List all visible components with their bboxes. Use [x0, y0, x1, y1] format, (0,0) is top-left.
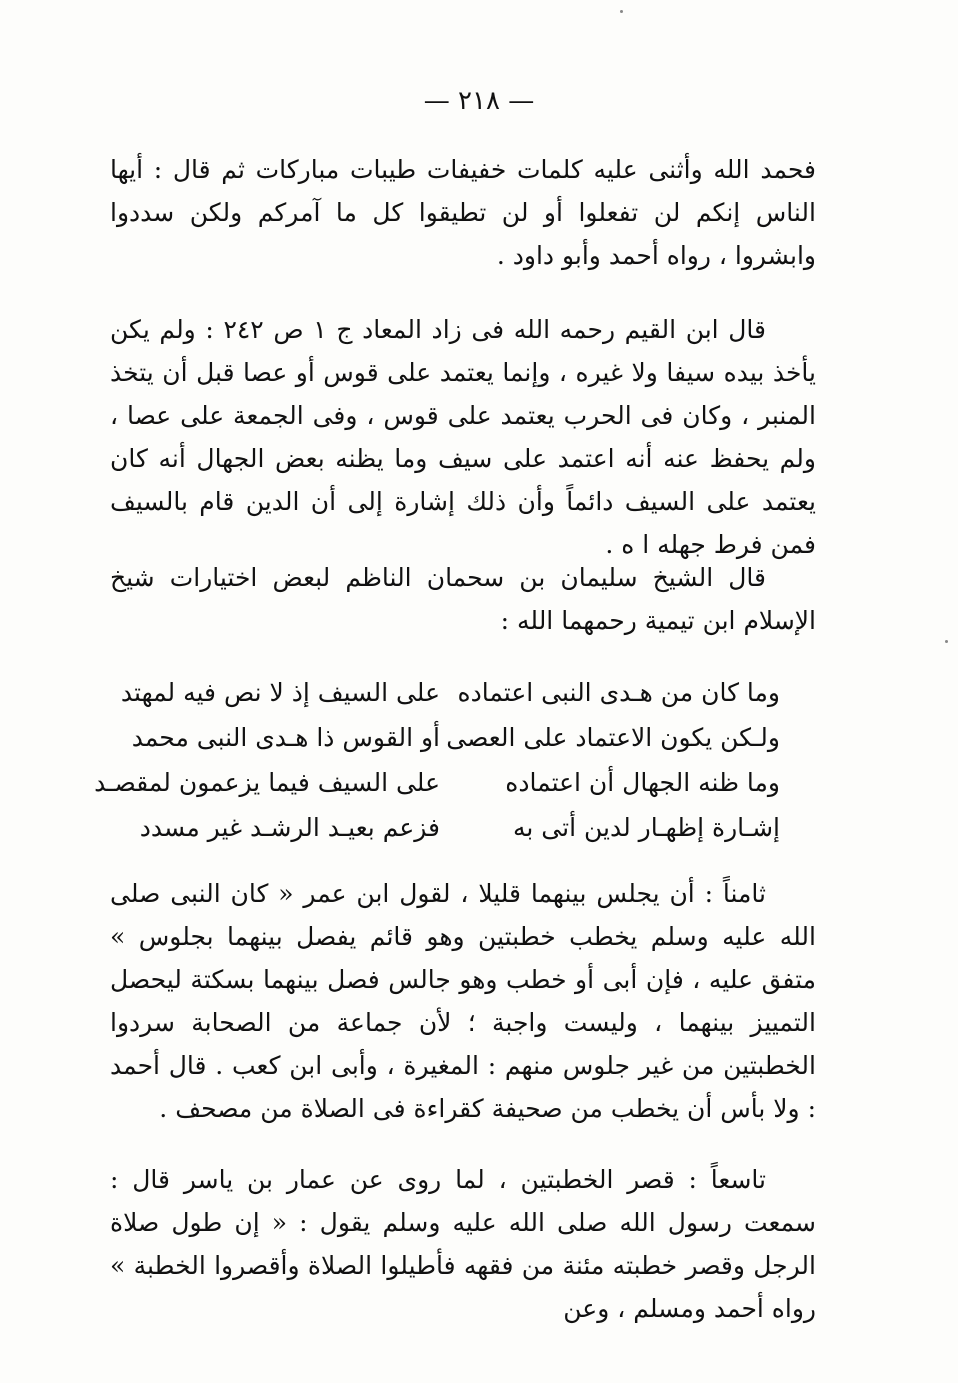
- verse-second-hemistich: فزعم بعيـد الرشـد غير مسدد: [139, 813, 440, 842]
- verse-second-hemistich: على السيف فيما يزعمون لمقصـد: [94, 768, 440, 797]
- paragraph-ibn-qayyim: قال ابن القيم رحمه الله فى زاد المعاد ج ١ ص ٢٤٢ : ولم يكن يأخذ بيده سيفا ولا غيره ، وإنما يعتمد على قوس أو عصا قبل أن يتخذ المنبر ، وكان فى الحرب يعتمد على قوس ، وفى الجمعة على عصا ، ولم يحفظ عنه أنه اعتمد على سيف وما يظنه بعض الجهال أنه كان يعتمد على السيف دائماً وأن ذلك إشارة إلى أن الدين قام بالسيف فمن فرط جهله ا ه .: [110, 315, 816, 559]
- paragraph-hadith-end: فحمد الله وأثنى عليه كلمات خفيفات طيبات مباركات ثم قال : أيها الناس إنكم لن تفعلوا أو لن تطيقوا كل ما آمركم ولكن سددوا وابشروا ، رواه أحمد وأبو داود .: [110, 155, 816, 270]
- verse-first-hemistich: إشـارة إظهـار لدين أتى به: [512, 813, 780, 842]
- poem-verse: [94, 760, 780, 805]
- paragraph-2-block: [110, 308, 816, 566]
- verse-first-hemistich: ولـكن يكون الاعتماد على العصى: [446, 723, 780, 752]
- scan-speck: [620, 10, 623, 13]
- poem-verse: [140, 805, 780, 850]
- page-number: — ٢١٨ —: [423, 86, 535, 116]
- paragraph-poem-intro: قال الشيخ سليمان بن سحمان الناظم لبعض اختيارات شيخ الإسلام ابن تيمية رحمهما الله :: [110, 563, 816, 635]
- verse-second-hemistich: أو القوس ذا هـدى النبى محمد: [131, 723, 440, 752]
- verse-first-hemistich: وما كان من هـدى النبى اعتماده: [457, 678, 780, 707]
- paragraph-eighth: ثامناً : أن يجلس بينهما قليلا ، لقول ابن عمر « كان النبى صلى الله عليه وسلم يخطب خطبتين وهو قائم يفصل بينهما بجلوس » متفق عليه ، فإن أبى أو خطب وهو جالس فصل بينهما بسكتة ليحصل التمييز بينهما ، وليست واجبة ؛ لأن جماعة من الصحابة سردوا الخطبتين من غير جلوس منهم : المغيرة ، وأبى ابن كعب . قال أحمد : ولا بأس أن يخطب من صحيفة كقراءة فى الصلاة من مصحف .: [110, 879, 816, 1123]
- paragraph-3-block: [110, 556, 816, 642]
- poem-verse: [131, 715, 780, 760]
- verse-second-hemistich: على السيف إذ لا نص فيه لمهتد: [120, 678, 440, 707]
- poem-verse: [120, 670, 780, 715]
- paragraph-4-block: [110, 872, 816, 1130]
- paragraph-1-block: [110, 148, 816, 277]
- paragraph-5-block: [110, 1158, 816, 1330]
- paragraph-ninth: تاسعاً : قصر الخطبتين ، لما روى عن عمار بن ياسر قال : سمعت رسول الله صلى الله عليه وسلم يقول : « إن طول صلاة الرجل وقصر خطبته مئنة من فقهه فأطيلوا الصلاة وأقصروا الخطبة » رواه أحمد ومسلم ، وعن: [110, 1165, 816, 1323]
- verse-first-hemistich: وما ظنه الجهال أن اعتماده: [505, 768, 780, 797]
- poem: [94, 670, 780, 850]
- scan-speck: [945, 640, 948, 643]
